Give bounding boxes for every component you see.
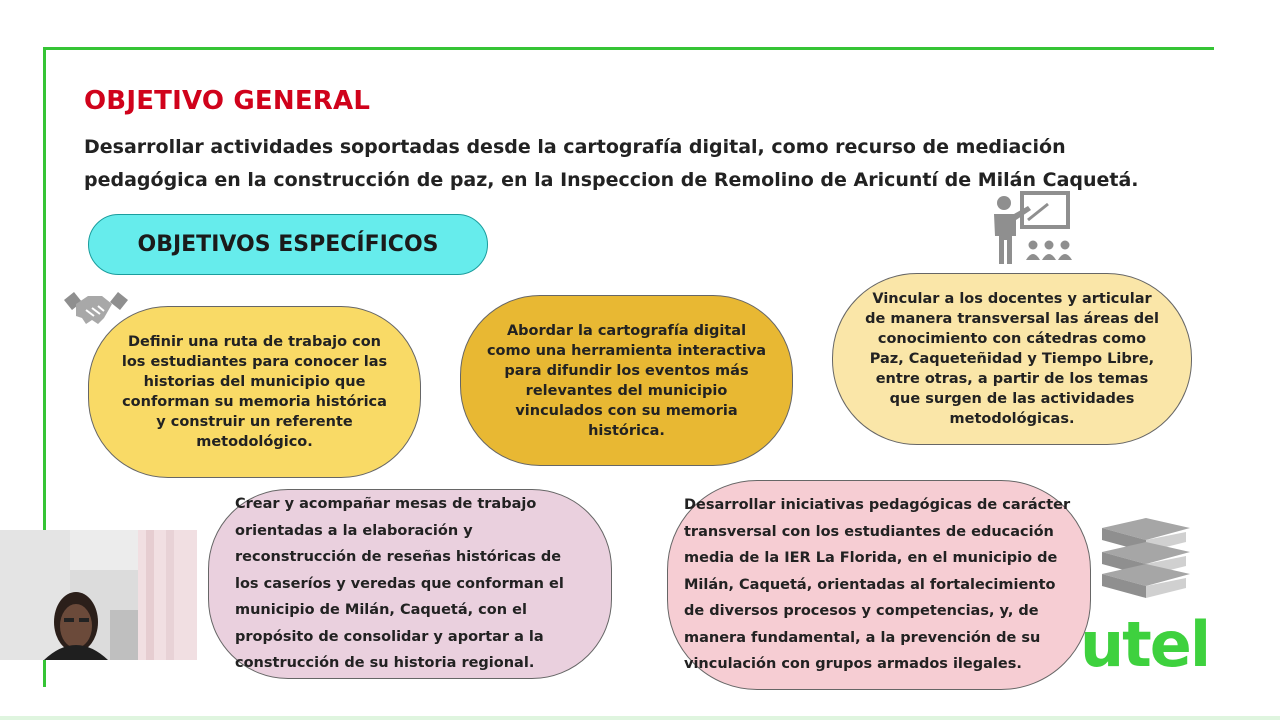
specific-objectives-label: OBJETIVOS ESPECÍFICOS bbox=[137, 232, 439, 257]
objective-bubble-5 bbox=[667, 480, 1091, 690]
objective-bubble-2 bbox=[460, 295, 793, 466]
general-objective-text: Desarrollar actividades soportadas desde la cartografía digital, como recurso de mediación pedagógica en la construcción de paz, en la Inspeccion de Remolino de Aricuntí de Milán Caquetá. bbox=[84, 136, 1139, 191]
teacher-presentation-icon bbox=[990, 190, 1076, 266]
specific-objectives-heading bbox=[88, 214, 488, 275]
objective-text-3: Vincular a los docentes y articular de manera transversal las áreas del conocimiento con cátedras como Paz, Caqueteñidad y Tiempo Libre, entre otras, a partir de los temas que surgen de las actividades metodológicas. bbox=[865, 291, 1159, 427]
objective-text-2: Abordar la cartografía digital como una herramienta interactiva para difundir los eventos más relevantes del municipio vinculados con su memoria histórica. bbox=[486, 322, 767, 439]
webcam-video-overlay bbox=[0, 530, 197, 660]
utel-logo: utel bbox=[1080, 608, 1210, 681]
bottom-bar bbox=[0, 716, 1280, 720]
frame-top-line bbox=[44, 47, 1214, 50]
objective-text-4: Crear y acompañar mesas de trabajo orientadas a la elaboración y reconstrucción de reseñas históricas de los caseríos y veredas que conforman el municipio de Milán, Caquetá, con el propósito de consolidar y aportar a la construcción de su historia regional. bbox=[235, 496, 564, 672]
objective-bubble-4 bbox=[208, 489, 612, 679]
objective-text-1: Definir una ruta de trabajo con los estudiantes para conocer las historias del municipio que conforman su memoria histórica y construir un referente metodológico. bbox=[121, 334, 388, 450]
objective-bubble-3 bbox=[832, 273, 1192, 445]
slide-title: OBJETIVO GENERAL bbox=[84, 86, 371, 116]
objective-text-5: Desarrollar iniciativas pedagógicas de carácter transversal con los estudiantes de educación media de la IER La Florida, en el municipio de Milán, Caquetá, orientadas al fortalecimiento de diversos procesos y competencias, y, de manera fundamental, a la prevención de su vinculación con grupos armados ilegales. bbox=[684, 497, 1071, 673]
objective-bubble-1 bbox=[88, 306, 421, 478]
books-stack-icon bbox=[1096, 516, 1196, 598]
